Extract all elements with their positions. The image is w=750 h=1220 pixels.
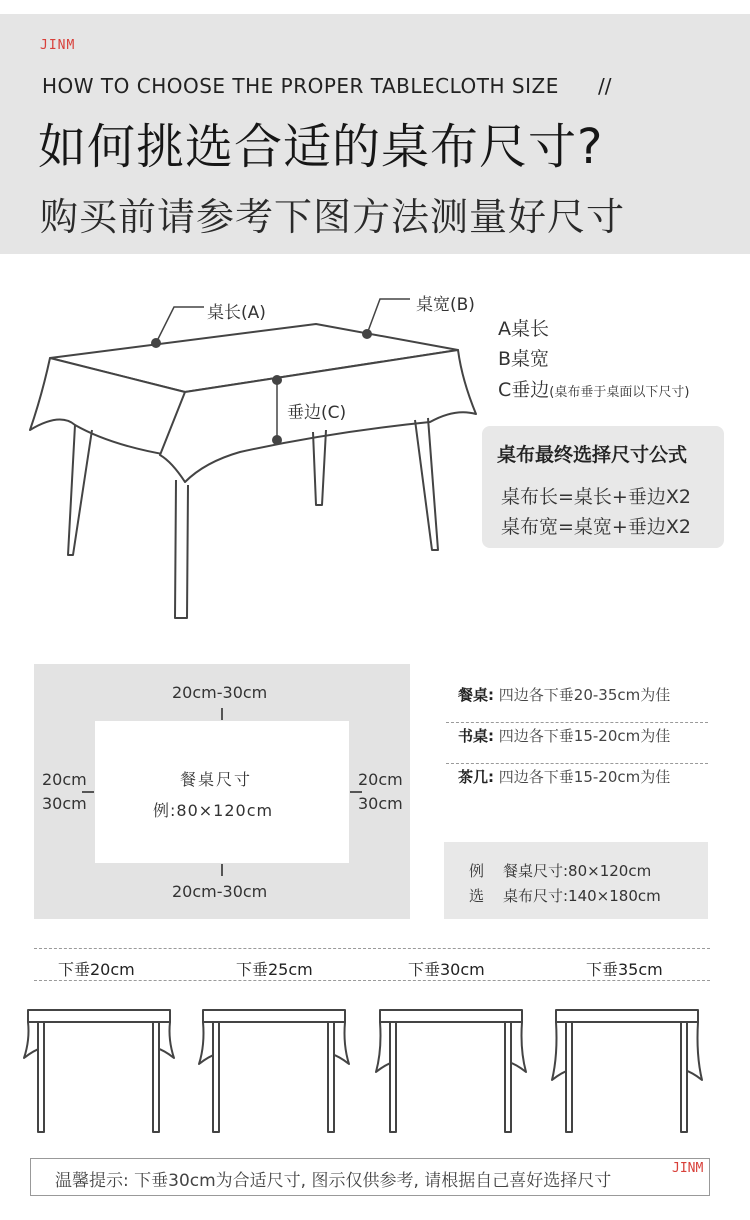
legend-a: A桌长 — [498, 318, 549, 340]
right-drop-label-2: 30cm — [358, 794, 403, 813]
brand-watermark: JINM — [672, 1161, 704, 1176]
table-drop-25 — [199, 1010, 349, 1132]
example-table-size: 餐桌尺寸:80×120cm — [503, 862, 652, 880]
length-label: 桌长(A) — [207, 303, 266, 323]
page-title: 如何挑选合适的桌布尺寸? — [38, 119, 604, 175]
table-drop-20 — [24, 1010, 174, 1132]
legend-c-main: C垂边 — [498, 379, 550, 401]
legend-b: B桌宽 — [498, 348, 550, 370]
legend-c — [498, 375, 689, 402]
formula-length: 桌布长=桌长+垂边X2 — [501, 486, 691, 508]
example-char-1: 例 — [469, 862, 485, 880]
rule-row-dining — [446, 684, 708, 723]
drop-25-label: 下垂25cm — [236, 960, 313, 979]
table-drop-35 — [552, 1010, 702, 1132]
tip-text: 温馨提示: 下垂30cm为合适尺寸, 图示仅供参考, 请根据自己喜好选择尺寸 — [55, 1171, 612, 1191]
rule-row-desk — [446, 725, 708, 764]
rule-key: 书桌: — [458, 727, 494, 745]
drop-20-label: 下垂20cm — [58, 960, 135, 979]
top-tick — [221, 708, 223, 720]
left-tick — [82, 791, 94, 793]
right-tick — [350, 791, 362, 793]
table-drop-30 — [376, 1010, 526, 1132]
formula-title: 桌布最终选择尺寸公式 — [497, 444, 688, 466]
example-cloth-size: 桌布尺寸:140×180cm — [503, 887, 661, 905]
rule-key: 餐桌: — [458, 686, 494, 704]
rule-row-coffee — [446, 766, 708, 804]
table-diagram — [0, 270, 480, 630]
english-title: HOW TO CHOOSE THE PROPER TABLECLOTH SIZE — [42, 74, 559, 98]
left-drop-label-2: 30cm — [42, 794, 87, 813]
tabletop-area — [95, 721, 349, 863]
bottom-drop-label: 20cm-30cm — [172, 882, 268, 901]
page-subtitle: 购买前请参考下图方法测量好尺寸 — [40, 195, 626, 239]
bottom-tick — [221, 864, 223, 876]
rule-value: 四边各下垂15-20cm为佳 — [498, 727, 671, 745]
drop-35-label: 下垂35cm — [586, 960, 663, 979]
title-slashes: // — [598, 74, 612, 98]
rule-key: 茶几: — [458, 768, 494, 786]
drop-30-label: 下垂30cm — [408, 960, 485, 979]
rule-value: 四边各下垂20-35cm为佳 — [498, 686, 671, 704]
center-example: 例:80×120cm — [153, 801, 274, 820]
example-char-2: 选 — [469, 887, 485, 905]
legend-c-note: (桌布垂于桌面以下尺寸) — [549, 385, 690, 400]
width-label: 桌宽(B) — [416, 295, 475, 315]
drop-divider-bottom — [34, 980, 710, 981]
left-drop-label-1: 20cm — [42, 770, 87, 789]
center-title: 餐桌尺寸 — [180, 770, 253, 789]
drop-divider-top — [34, 948, 710, 949]
drop-label: 垂边(C) — [287, 403, 347, 423]
top-drop-label: 20cm-30cm — [172, 683, 268, 702]
rule-value: 四边各下垂15-20cm为佳 — [498, 768, 671, 786]
right-drop-label-1: 20cm — [358, 770, 403, 789]
formula-width: 桌布宽=桌宽+垂边X2 — [501, 516, 691, 538]
brand-logo: JINM — [40, 38, 76, 53]
drop-comparison — [0, 1000, 750, 1140]
